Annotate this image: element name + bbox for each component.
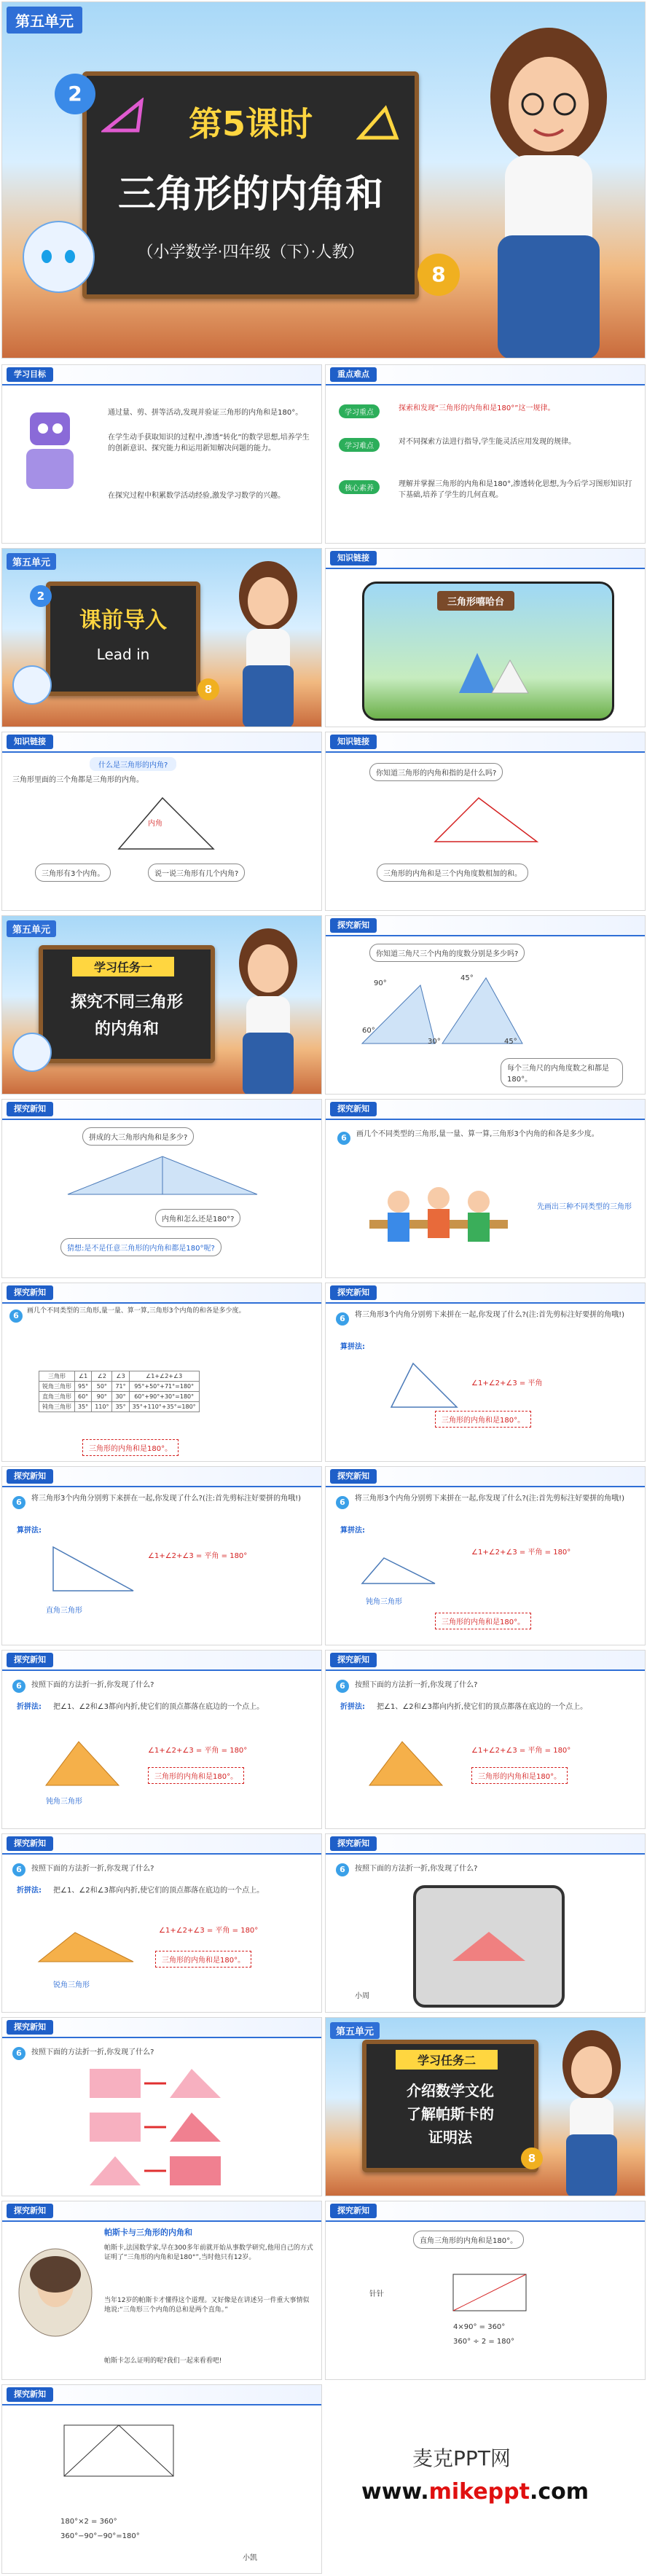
speech-bubble: 内角和怎么还是180°? <box>155 1209 240 1227</box>
exercise-text: 将三角形3个内角分别剪下来拼在一起,你发现了什么?(注:首先剪标注好要拼的角哦!) <box>355 1311 625 1319</box>
watermark-panel <box>325 2384 646 2574</box>
method-label: 折拼法: <box>340 1703 365 1711</box>
key-points-slide <box>325 364 646 544</box>
unit-badge: 第五单元 <box>7 553 56 570</box>
section-tag: 探究新知 <box>7 1102 53 1116</box>
speech-bubble: 你知道三角形的内角和指的是什么吗? <box>369 763 503 781</box>
fold-slide-4 <box>325 1833 646 2013</box>
speech-bubble: 拼成的大三角形内角和是多少? <box>82 1127 194 1146</box>
conclusion-box: 三角形的内角和是180°。 <box>148 1767 244 1784</box>
triangle-type-label: 钝角三角形 <box>366 1598 402 1606</box>
task-title: 了解帕斯卡的 <box>407 2105 494 2123</box>
table-row: 三角形 ∠1 ∠2 ∠3 ∠1+∠2+∠3 <box>39 1371 200 1382</box>
robot-eye-icon <box>42 250 52 263</box>
table-row: 直角三角形 60° 90° 30° 60°+90°+30°=180° <box>39 1392 200 1402</box>
teacher-avatar <box>544 2025 639 2196</box>
video-slide <box>325 548 646 727</box>
pascal-paragraph: 帕斯卡,法国数学家,早在300多年前就开始从事数学研究,他用自己的方式证明了“三角形的内角和是180°”,当时他只有12岁。 <box>104 2244 313 2261</box>
equation: 4×90° = 360° <box>453 2323 506 2331</box>
cover-slide <box>1 1 646 359</box>
unit-badge: 第五单元 <box>7 7 82 34</box>
cut-slide-3 <box>325 1466 646 1645</box>
angle-label: 30° <box>428 1038 441 1046</box>
difficulty-label: 学习难点 <box>339 438 380 452</box>
cover-chalkboard <box>82 71 419 299</box>
method-label: 算拼法: <box>340 1527 365 1535</box>
section-tag: 探究新知 <box>7 2387 53 2402</box>
formula-text: ∠1+∠2+∠3 = 平角 <box>471 1379 543 1387</box>
caption-text: 先画出三种不同类型的三角形 <box>537 1203 632 1211</box>
section-tag: 探究新知 <box>7 1469 53 1484</box>
exercise-text: 将三角形3个内角分别剪下来拼在一起,你发现了什么?(注:首先剪标注好要拼的角哦!) <box>31 1495 302 1503</box>
exercise-number: 6 <box>12 1863 26 1876</box>
intro-slide <box>1 548 322 727</box>
task-label: 学习任务一 <box>72 957 174 976</box>
exercise-number: 6 <box>336 1312 349 1326</box>
fold-steps-diagram <box>82 2065 250 2193</box>
section-tag: 探究新知 <box>7 1285 53 1300</box>
section-tag: 知识链接 <box>330 551 377 565</box>
pascal-title: 帕斯卡与三角形的内角和 <box>104 2228 192 2237</box>
guess-bubble: 猜想:是不是任意三角形的内角和都是180°呢? <box>60 1238 221 1256</box>
triangle-diagram <box>46 1540 141 1598</box>
task2-slide <box>325 2017 646 2196</box>
table-slide <box>1 1283 322 1462</box>
section-tag: 学习目标 <box>7 367 53 382</box>
lesson-title: 三角形的内角和 <box>117 173 383 216</box>
exercise-number: 6 <box>12 2047 26 2060</box>
teacher-avatar <box>454 17 643 359</box>
key-text: 探索和发现“三角形的内角和是180°”这一规律。 <box>399 404 555 412</box>
table-row: 锐角三角形 95° 50° 71° 95°+50°+71°=180° <box>39 1382 200 1392</box>
unit-badge: 第五单元 <box>7 920 56 937</box>
exercise-number: 6 <box>336 1680 349 1693</box>
definition-text: 三角形里面的三个角都是三角形的内角。 <box>12 776 144 784</box>
pascal-paragraph: 当年12岁的帕斯卡才懂得这个道理。又好像是在讲述另一件重大事情似地说:“三角形三个内角的总和是两个直角。” <box>104 2297 310 2314</box>
triangle-diagram <box>428 791 544 849</box>
angle-label: 60° <box>362 1027 375 1035</box>
rectangle-diagram <box>450 2271 530 2314</box>
task-title: 探究不同三角形 <box>70 993 183 1011</box>
intro-subtitle: Lead in <box>96 646 150 663</box>
section-tag: 探究新知 <box>7 1836 53 1851</box>
angle-label: 45° <box>504 1038 517 1046</box>
section-tag: 探究新知 <box>7 2020 53 2035</box>
section-tag: 探究新知 <box>330 1285 377 1300</box>
triangle-diagram <box>355 1547 457 1591</box>
formula-text: ∠1+∠2+∠3 = 平角 = 180° <box>471 1747 571 1755</box>
site-url[interactable]: www.mikeppt.com <box>361 2479 589 2505</box>
method-desc: 把∠1、∠2和∠3都向内折,使它们的顶点都落在底边的一个点上。 <box>377 1703 588 1711</box>
speech-bubble: 说一说三角形有几个内角? <box>148 864 245 882</box>
section-tag: 探究新知 <box>330 918 377 933</box>
angle-label: 90° <box>374 979 387 987</box>
pascal-portrait <box>15 2245 95 2340</box>
ball-icon: 8 <box>197 678 219 700</box>
triangle-icon <box>101 98 145 134</box>
robot-icon <box>23 221 95 293</box>
formula-text: ∠1+∠2+∠3 = 平角 = 180° <box>471 1549 571 1557</box>
exercise-number: 6 <box>337 1132 350 1145</box>
video-title: 三角形嘻哈台 <box>437 591 514 611</box>
method-desc: 把∠1、∠2和∠3都向内折,使它们的顶点都落在底边的一个点上。 <box>53 1703 264 1711</box>
fold-steps-slide <box>1 2017 322 2196</box>
fold-slide-2 <box>325 1650 646 1829</box>
exercise-text: 画几个不同类型的三角形,量一量、算一算,三角形3个内角的和各是多少度。 <box>27 1307 246 1315</box>
fold-slide-1 <box>1 1650 322 1829</box>
speech-bubble: 你知道三角尺三个内角的度数分别是多少吗? <box>369 944 525 962</box>
method-label: 折拼法: <box>17 1703 42 1711</box>
exercise-text: 按照下面的方法折一折,你发现了什么? <box>31 1865 154 1873</box>
task1-slide <box>1 915 322 1095</box>
folded-triangle-diagram <box>31 1925 141 1969</box>
kid-name: 小周 <box>355 1992 369 2000</box>
answer-bubble: 三角形的内角和是三个内角度数相加的和。 <box>377 864 528 882</box>
section-tag: 探究新知 <box>330 1836 377 1851</box>
conclusion-box: 三角形的内角和是180°。 <box>435 1411 531 1428</box>
unit-badge: 第五单元 <box>330 2022 380 2039</box>
exercise-text: 按照下面的方法折一折,你发现了什么? <box>355 1865 478 1873</box>
section-tag: 知识链接 <box>7 735 53 749</box>
triangle-diagram <box>111 791 221 856</box>
task-label: 学习任务二 <box>396 2050 498 2070</box>
goal-item: 通过量、剪、拼等活动,发现并验证三角形的内角和是180°。 <box>108 409 303 417</box>
section-tag: 探究新知 <box>7 1653 53 1667</box>
folded-triangle-diagram <box>362 1734 450 1793</box>
exercise-text: 按照下面的方法折一折,你发现了什么? <box>31 1681 154 1689</box>
table-row: 钝角三角形 35° 110° 35° 35°+110°+35°=180° <box>39 1402 200 1412</box>
ball-icon: 8 <box>417 254 460 296</box>
task2-chalkboard <box>362 2040 538 2172</box>
site-title: 麦克PPT网 <box>412 2446 511 2470</box>
teacher-avatar <box>221 923 315 1095</box>
equation: 360° ÷ 2 = 180° <box>453 2338 515 2346</box>
isosceles-diagram <box>60 2422 177 2480</box>
pascal-slide <box>1 2201 322 2380</box>
goals-slide <box>1 364 322 544</box>
teacher-avatar <box>221 556 315 727</box>
exercise-text: 按照下面的方法折一折,你发现了什么? <box>355 1681 478 1689</box>
final-slide <box>1 2384 322 2574</box>
equation: 180°×2 = 360° <box>60 2518 117 2526</box>
classroom-illustration <box>355 1169 522 1264</box>
ball-icon: 2 <box>30 585 52 607</box>
conclusion-box: 三角形的内角和是180°。 <box>471 1767 568 1784</box>
formula-text: ∠1+∠2+∠3 = 平角 = 180° <box>159 1927 259 1935</box>
triangle-diagram <box>384 1356 464 1414</box>
pascal-proof-slide <box>325 2201 646 2380</box>
intro-title: 课前导入 <box>79 608 167 633</box>
exercise-number: 6 <box>9 1309 23 1323</box>
pascal-paragraph: 帕斯卡怎么证明的呢?我们一起来看看吧! <box>104 2357 222 2365</box>
lesson-subtitle: （小学数学·四年级（下）·人教） <box>137 243 364 262</box>
exercise-number: 6 <box>336 1496 349 1509</box>
conclusion-box: 三角形的内角和是180°。 <box>435 1613 531 1629</box>
speech-bubble: 三角形有3个内角。 <box>35 864 111 882</box>
robot-icon <box>12 1033 52 1072</box>
paper-triangle-icon <box>445 1925 533 1968</box>
lesson-number: 第5课时 <box>188 104 313 144</box>
intro-chalkboard <box>46 582 200 696</box>
triangle-character-icon <box>452 646 532 697</box>
explore-slide-3 <box>325 1099 646 1278</box>
measurement-table <box>39 1371 200 1412</box>
task-title: 的内角和 <box>94 1020 159 1038</box>
section-tag: 探究新知 <box>330 1469 377 1484</box>
conclusion-box: 三角形的内角和是180°。 <box>82 1439 179 1456</box>
goal-item: 在学生动手获取知识的过程中,渗透“转化”的数学思想,培养学生的创新意识、探究能力和运用新知解决问题的能力。 <box>108 434 310 453</box>
ball-icon: 8 <box>521 2148 543 2169</box>
section-tag: 探究新知 <box>330 1102 377 1116</box>
method-desc: 把∠1、∠2和∠3都向内折,使它们的顶点都落在底边的一个点上。 <box>53 1887 264 1895</box>
exercise-number: 6 <box>12 1680 26 1693</box>
triangle-type-label: 钝角三角形 <box>46 1798 82 1806</box>
conclusion-box: 三角形的内角和是180°。 <box>155 1951 251 1968</box>
exercise-number: 6 <box>12 1496 26 1509</box>
folded-triangle-diagram <box>39 1734 126 1793</box>
task-title: 介绍数学文化 <box>407 2082 494 2099</box>
answer-bubble: 每个三角尺的内角度数之和都是180°。 <box>501 1058 623 1087</box>
video-frame[interactable] <box>362 582 614 721</box>
combined-triangle-diagram <box>60 1151 264 1202</box>
section-tag: 探究新知 <box>330 2204 377 2218</box>
triangle-type-label: 锐角三角形 <box>53 1981 90 1989</box>
knowledge-slide-2 <box>325 732 646 911</box>
ball-icon: 2 <box>55 74 95 114</box>
robot-icon <box>15 405 85 493</box>
core-text: 理解并掌握三角形的内角和是180°,渗透转化思想,为今后学习图形知识打下基础,培养了学生的几何直观。 <box>399 480 632 499</box>
triangle-type-label: 直角三角形 <box>46 1607 82 1615</box>
kid-name: 针针 <box>369 2290 384 2298</box>
question-box: 什么是三角形的内角? <box>90 757 176 771</box>
robot-eye-icon <box>65 250 75 263</box>
equation: 360°−90°−90°=180° <box>60 2532 140 2540</box>
difficulty-text: 对不同探索方法进行指导,学生能灵活应用发现的规律。 <box>399 438 576 446</box>
robot-icon <box>12 665 52 705</box>
fold-slide-3 <box>1 1833 322 2013</box>
explore-slide-2 <box>1 1099 322 1278</box>
formula-text: ∠1+∠2+∠3 = 平角 = 180° <box>148 1552 248 1560</box>
core-label: 核心素养 <box>339 480 380 494</box>
angle-label: 内角 <box>148 820 162 828</box>
method-label: 算拼法: <box>340 1343 365 1351</box>
exercise-text: 画几个不同类型的三角形,量一量、算一算,三角形3个内角的和各是多少度。 <box>356 1130 599 1138</box>
triangle-icon <box>356 105 400 141</box>
cut-slide-2 <box>1 1466 322 1645</box>
kid-name: 小凯 <box>243 2554 257 2562</box>
video-frame[interactable] <box>413 1885 565 2008</box>
section-tag: 探究新知 <box>330 1653 377 1667</box>
task-title: 证明法 <box>428 2129 472 2146</box>
angle-label: 45° <box>460 974 474 982</box>
cut-slide-1 <box>325 1283 646 1462</box>
section-tag: 重点难点 <box>330 367 377 382</box>
key-label: 学习重点 <box>339 404 380 418</box>
section-tag: 探究新知 <box>7 2204 53 2218</box>
method-label: 折拼法: <box>17 1887 42 1895</box>
formula-text: ∠1+∠2+∠3 = 平角 = 180° <box>148 1747 248 1755</box>
exercise-text: 按照下面的方法折一折,你发现了什么? <box>31 2048 154 2056</box>
task1-chalkboard <box>39 945 215 1063</box>
method-label: 算拼法: <box>17 1527 42 1535</box>
exercise-text: 将三角形3个内角分别剪下来拼在一起,你发现了什么?(注:首先剪标注好要拼的角哦!) <box>355 1495 625 1503</box>
knowledge-slide-1 <box>1 732 322 911</box>
exercise-number: 6 <box>336 1863 349 1876</box>
explore-slide-1 <box>325 915 646 1095</box>
goal-item: 在探究过程中积累数学活动经验,激发学习数学的兴趣。 <box>108 492 286 500</box>
section-tag: 知识链接 <box>330 735 377 749</box>
speech-bubble: 直角三角形的内角和是180°。 <box>413 2231 524 2249</box>
